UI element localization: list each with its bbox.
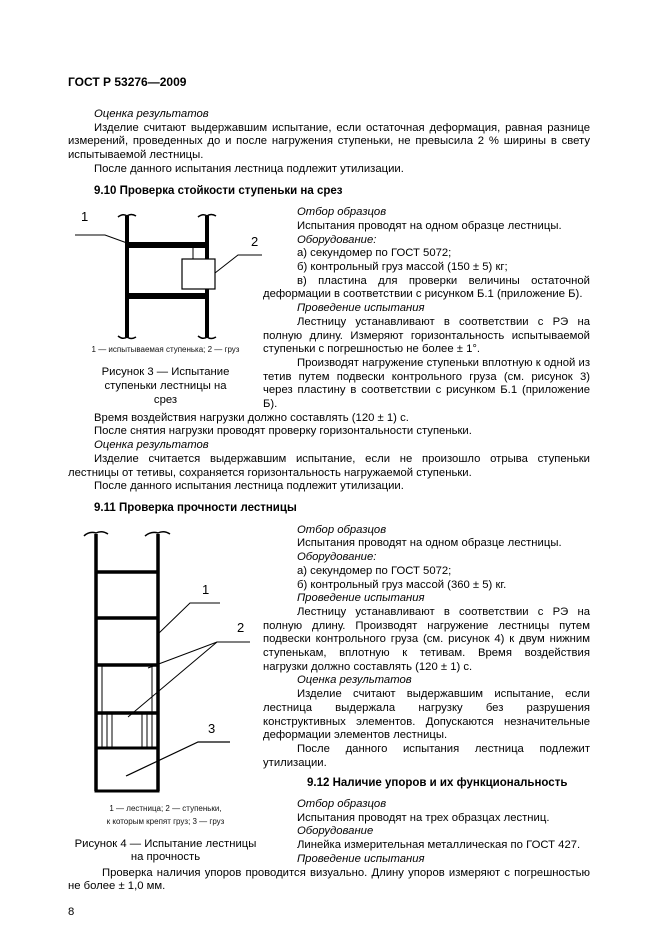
sampling-title: Отбор образцов (297, 798, 387, 811)
page-number: 8 (68, 905, 75, 918)
figure-3 (68, 206, 263, 407)
top-section (68, 108, 590, 177)
eval-title: Оценка результатов (297, 674, 412, 687)
equipment-item: а) секундомер по ГОСТ 5072; (297, 564, 452, 577)
equipment-item: а) секундомер по ГОСТ 5072; (297, 247, 452, 260)
figure-4 (68, 524, 263, 865)
document-header: ГОСТ Р 53276—2009 (68, 75, 187, 89)
dispose-text: После данного испытания лестница подлежит утилизации. (94, 480, 404, 493)
procedure-text: Проверка наличия упоров проводится визуально. Длину упоров измеряют с погрешностью не более ± 1,0 мм. (68, 866, 590, 893)
section-9-10-heading: 9.10 Проверка стойкости ступеньки на срез (94, 184, 343, 197)
section-9-11-and-9-12 (68, 524, 590, 894)
fig4-label-3: 3 (208, 720, 216, 736)
equipment-item: б) контрольный груз массой (150 ± 5) кг; (297, 261, 508, 274)
eval-text: Изделие считают выдержавшим испытание, если лестница выдержала нагрузку без разрушения конструктивных элементов. Допускаются незначительные деформации элементов лестницы. (263, 688, 590, 742)
fig3-legend: 1 — испытываемая ступенька; 2 — груз (91, 345, 240, 355)
dispose-text: После данного испытания лестница подлежит утилизации. (263, 742, 590, 769)
sampling-text: Испытания проводят на трех образцах лестниц. (297, 811, 550, 824)
fig4-label-1: 1 (202, 581, 210, 597)
procedure-text: Лестницу устанавливают в соответствии с РЭ на полную длину. Измеряют горизонтальность испытываемой ступеньки с погрешностью не более ± 1°. (263, 315, 590, 356)
dispose-text: После данного испытания лестница подлежит утилизации. (94, 162, 404, 175)
procedure-title: Проведение испытания (297, 592, 425, 605)
check-text: После снятия нагрузки проводят проверку горизонтальности ступеньки. (94, 425, 472, 438)
equipment-text: Линейка измерительная металлическая по ГОСТ 427. (297, 839, 581, 852)
fig4-caption-line1: Рисунок 4 — Испытание лестницы (74, 837, 257, 850)
equipment-item: в) пластина для проверки величины остаточной деформации в соответствии с рисунком Б.1 (приложение Б). (263, 274, 590, 301)
eval-text: Изделие считают выдержавшим испытание, если остаточная деформация, равная разнице измерений, проведенных до и после нагружения ступеньки, не превысила 2 % ширины в свету испытываемой лестницы. (68, 121, 590, 162)
fig4-caption-line2: на прочность (130, 851, 201, 864)
section-9-10 (68, 206, 590, 412)
sampling-title: Отбор образцов (297, 206, 387, 219)
equipment-title: Оборудование: (297, 551, 377, 564)
procedure-text: Производят нагружение ступеньки вплотную к одной из тетив путем подвески контрольного груза (см. рисунок 3) через пластину в соответствии с рисунком Б.1 (приложение Б). (263, 356, 590, 411)
eval-text: Изделие считается выдержавшим испытание, если не произошло отрыва ступеньки лестницы от тетивы, сохраняется горизонтальность нагружаемой ступеньки. (68, 452, 590, 479)
equipment-title: Оборудование: (297, 233, 377, 246)
section-9-11-heading: 9.11 Проверка прочности лестницы (94, 501, 297, 514)
figure-3-drawing (68, 206, 263, 341)
procedure-text: Лестницу устанавливают в соответствии с РЭ на полную длину. Производят нагружение лестницы путем подвески контрольного груза (см. рисунок 4) к двум нижним ступенькам, вплотную к тетивам. Время воздействия нагрузки должно составлять (120 ± 1) с. (263, 605, 590, 673)
procedure-title: Проведение испытания (297, 852, 425, 865)
procedure-title: Проведение испытания (297, 302, 425, 315)
fig3-label-1: 1 (81, 209, 89, 225)
duration-text: Время воздействия нагрузки должно составлять (120 ± 1) с. (94, 411, 409, 424)
sampling-text: Испытания проводят на одном образце лестницы. (297, 537, 562, 550)
fig4-label-2: 2 (237, 619, 245, 635)
section-9-12-heading: 9.12 Наличие упоров и их функциональность (307, 777, 568, 790)
equipment-title: Оборудование (297, 825, 374, 838)
section-9-10-full (68, 412, 590, 494)
fig4-legend-line2: к которым крепят груз; 3 — груз (106, 816, 225, 826)
figure-4-drawing (68, 524, 263, 796)
sampling-text: Испытания проводят на одном образце лестницы. (297, 219, 562, 232)
document-page (68, 75, 590, 920)
eval-title: Оценка результатов (94, 439, 209, 452)
fig4-legend-line1: 1 — лестница; 2 — ступеньки, (109, 803, 222, 813)
sampling-title: Отбор образцов (297, 523, 387, 536)
fig3-caption: Рисунок 3 — Испытание ступеньки лестницы на срез (101, 366, 230, 406)
fig3-label-2: 2 (251, 234, 259, 250)
eval-title: Оценка результатов (94, 108, 209, 120)
equipment-item: б) контрольный груз массой (360 ± 5) кг. (297, 578, 507, 591)
